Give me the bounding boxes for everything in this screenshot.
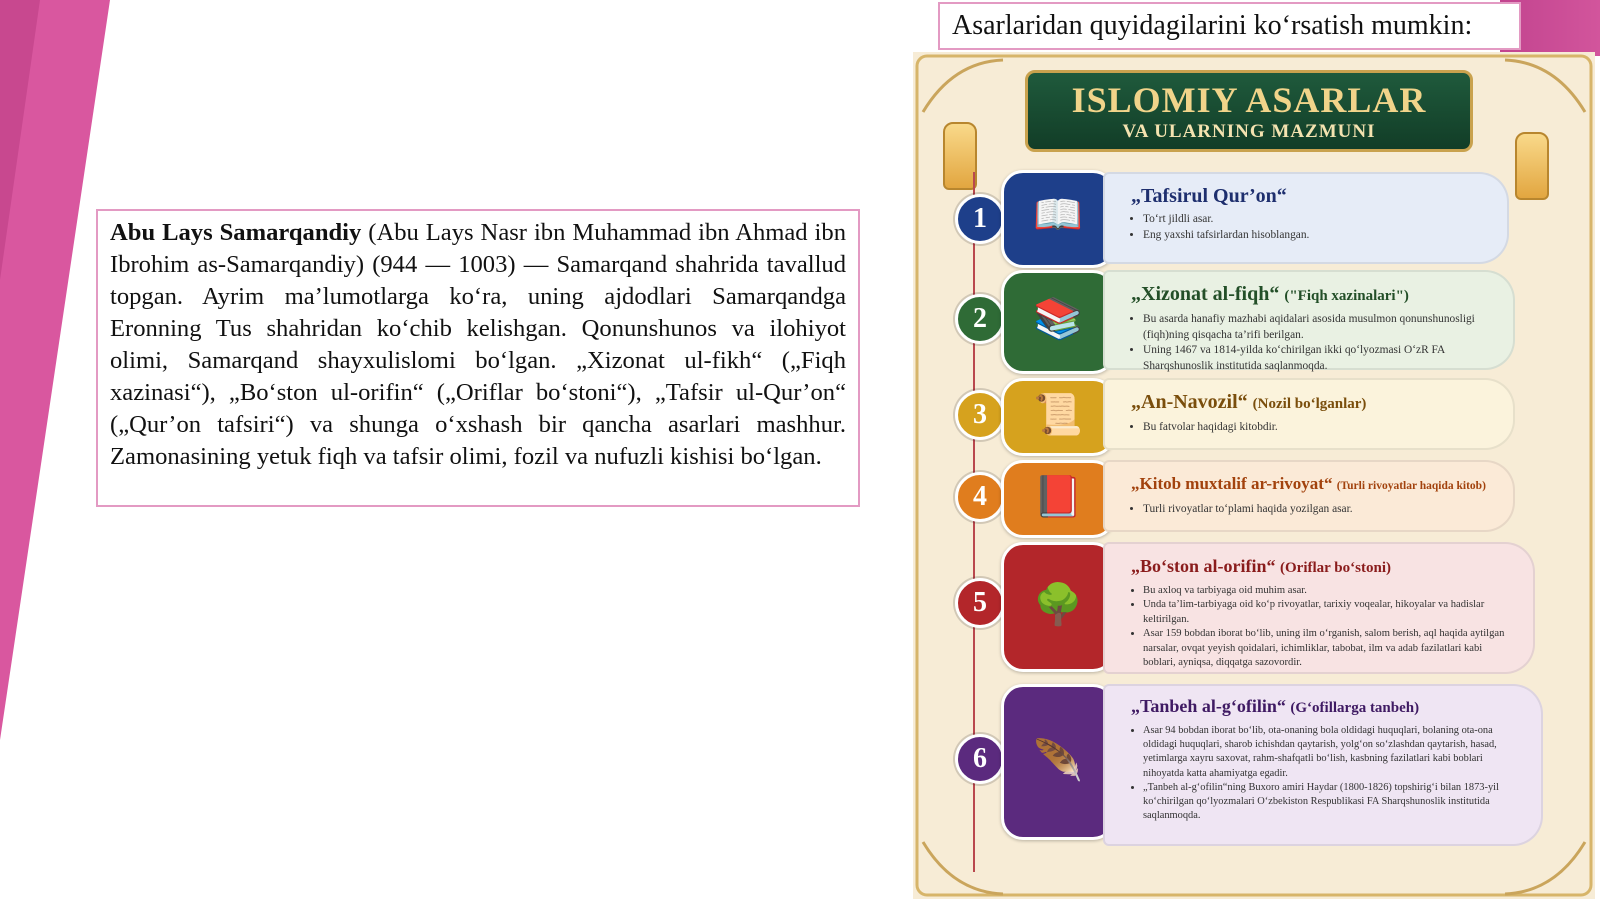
biography-box: [96, 209, 860, 507]
work-item-4: [913, 460, 1595, 534]
work-bullet: • Bu fatvolar haqidagi kitobdir.: [1143, 420, 1493, 436]
work-bullets: [1131, 502, 1493, 518]
work-number-badge: 3: [955, 390, 1005, 440]
work-number-badge: 6: [955, 734, 1005, 784]
section-heading: Asarlaridan quyidagilarini ko‘rsatish mumkin:: [938, 2, 1521, 50]
scroll-quill-icon: 📜: [1001, 378, 1115, 456]
work-number-badge: 1: [955, 194, 1005, 244]
biography-body: (Abu Lays Nasr ibn Muhammad ibn Ahmad ibn Ibrohim as-Samarqandiy) (944 — 1003) — Samarqand shahrida tavallud topgan. Ayrim ma’lumotlarga ko‘ra, uning ajdodlari Samarqandga Eronning Tus shahridan ko‘chib kelishgan. Qonunshunos va ilohiyot olimi, Samarqand shayxulislomi bo‘lgan. „Xizonat ul-fikh“ („Fiqh xazinasi“), „Bo‘ston ul-orifin“ („Oriflar bo‘stoni“), „Tafsir ul-Qur’on“ („Qur’on tafsiri“) va shunga o‘xshash bir qancha asarlari mashhur. Zamonasining yetuk fiqh va tafsir olimi, fozil va nufuzli kishisi bo‘lgan.: [110, 219, 846, 470]
poster-title-banner: [1025, 70, 1473, 152]
work-title: „An-Navozil“ (Nozil bo‘lganlar): [1131, 391, 1367, 413]
work-bullets: [1131, 420, 1493, 436]
work-card: [1103, 542, 1535, 674]
work-card: [1103, 460, 1515, 532]
work-item-5: [913, 542, 1595, 676]
stacked-books-icon: 📕: [1001, 460, 1115, 538]
tree-book-icon: 🌳: [1001, 542, 1115, 672]
work-title: „Bo‘ston al-orifin“ (Oriflar bo‘stoni): [1131, 556, 1391, 576]
open-quran-icon: 📖: [1001, 170, 1115, 268]
poster-subtitle: VA ULARNING MAZMUNI: [1122, 121, 1376, 142]
work-card: [1103, 378, 1515, 450]
work-bullets: [1131, 212, 1487, 243]
work-bullet: • Uning 1467 va 1814-yilda ko‘chirilgan ikki qo‘lyozmasi O‘zR FA Sharqshunoslik institutida saqlanmoqda.: [1143, 343, 1493, 374]
work-title: „Xizonat al-fiqh“ ("Fiqh xazinalari"): [1131, 283, 1409, 305]
work-bullets: [1131, 584, 1513, 670]
islamic-works-poster: [913, 52, 1595, 899]
work-card: [1103, 172, 1509, 264]
work-item-3: [913, 378, 1595, 452]
work-title: „Tafsirul Qur’on“: [1131, 185, 1287, 207]
work-number-badge: 5: [955, 578, 1005, 628]
books-stack-icon: 📚: [1001, 270, 1115, 374]
work-number-badge: 2: [955, 294, 1005, 344]
work-title: „Tanbeh al-g‘ofilin“ (G‘ofillarga tanbeh): [1131, 696, 1420, 716]
work-bullets: [1131, 312, 1493, 374]
work-item-6: [913, 684, 1595, 844]
work-bullet: • Bu axloq va tarbiyaga oid muhim asar.: [1143, 584, 1513, 598]
work-bullet: • To‘rt jildli asar.: [1143, 212, 1487, 228]
work-bullet: • Eng yaxshi tafsirlardan hisoblangan.: [1143, 228, 1487, 244]
work-item-2: [913, 270, 1595, 372]
work-bullet: • Bu asarda hanafiy mazhabi aqidalari asosida musulmon qonunshunosligi (fiqh)ning qisqacha ta’rifi berilgan.: [1143, 312, 1493, 343]
biography-text: [110, 217, 846, 473]
work-bullet: • Asar 159 bobdan iborat bo‘lib, uning ilm o‘rganish, salom berish, aql haqida aytilgan narsalar, ovqat yeyish qoidalari, ichimliklar, tabobat, ilm va adab fazilatlari kabi boblari, ayniqsa, diqqatga sazovordir.: [1143, 627, 1513, 670]
work-bullet: • „Tanbeh al-g‘ofilin“ning Buxoro amiri Haydar (1800-1826) topshirig‘i bilan 1873-yil ko‘chirilgan qo‘lyozmalari O‘zbekiston Respublikasi FA Sharqshunoslik institutida saqlanmoqda.: [1143, 781, 1521, 824]
work-card: [1103, 684, 1543, 846]
biography-name: Abu Lays Samarqandiy: [110, 219, 362, 246]
work-bullet: • Unda ta’lim-tarbiyaga oid ko‘p rivoyatlar, tarixiy voqealar, hikoyalar va hadislar keltirilgan.: [1143, 598, 1513, 627]
work-item-1: [913, 170, 1595, 266]
work-bullets: [1131, 724, 1521, 823]
left-decor-stripe: [0, 0, 110, 899]
work-card: [1103, 270, 1515, 370]
work-title: „Kitob muxtalif ar-rivoyat“ (Turli rivoyatlar haqida kitob): [1131, 474, 1486, 493]
quill-inkwell-icon: 🪶: [1001, 684, 1115, 840]
poster-title: ISLOMIY ASARLAR: [1071, 80, 1427, 120]
work-number-badge: 4: [955, 472, 1005, 522]
work-bullet: • Turli rivoyatlar to‘plami haqida yozilgan asar.: [1143, 502, 1493, 518]
work-bullet: • Asar 94 bobdan iborat bo‘lib, ota-onaning bola oldidagi huquqlari, bolaning ota-ona oldidagi huquqlari, sharob ichishdan qaytarish, yolg‘on so‘zlashdan qaytarish, hasad, yetimlarga xayru saxovat, rahm-shafqatli bo‘lish, kasbning fazilatlari kabi boblari nihoyatda katta ahamiyatga egadir.: [1143, 724, 1521, 781]
